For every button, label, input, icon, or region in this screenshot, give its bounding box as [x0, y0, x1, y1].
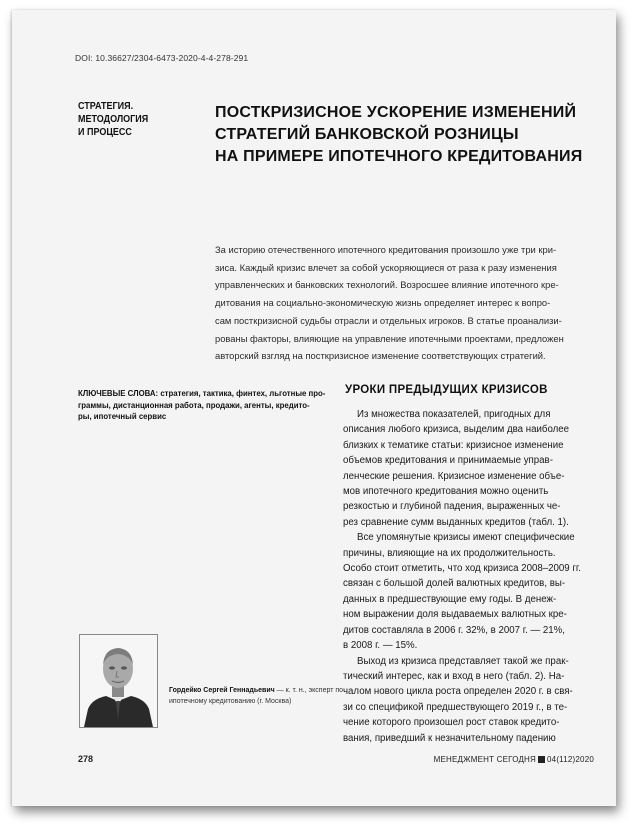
doi-line: DOI: 10.36627/2304-6473-2020-4-4-278-291 [75, 53, 249, 63]
author-name: Гордейко Сергей Геннадьевич [169, 687, 275, 694]
body-line: близких к тематике статьи: кризисное изменение [343, 439, 564, 451]
author-photo [79, 634, 158, 728]
page-number: 278 [78, 754, 94, 764]
body-line: Особо стоит отметить, что ход кризиса 2008–2009 гг. [343, 563, 581, 575]
body-line: тический интерес, как и вход в него (табл. 2). На- [343, 670, 565, 682]
body-line: вания, приведший к незначительному падению [343, 732, 556, 744]
body-line: ном выражении доля выдаваемых валютных кре- [343, 609, 567, 621]
abstract-line: авторский взгляд на посткризисное изменение соответствующих стратегий. [215, 350, 546, 362]
body-line: Из множества показателей, пригодных для [357, 409, 551, 420]
rubric-line: СТРАТЕГИЯ. [78, 101, 134, 112]
abstract-line: За историю отечественного ипотечного кредитования произошло уже три кри- [215, 244, 557, 255]
author-info [169, 685, 344, 707]
abstract-line: зиса. Каждый кризис влечет за собой ускоряющиеся от раза к разу изменения [215, 261, 557, 273]
abstract [215, 241, 589, 365]
journal-footer [434, 755, 594, 764]
body-line: рез сравнение сумм выданных кредитов (табл. 1). [343, 516, 569, 528]
abstract-line: сам посткризисной судьбы отрасли и отдельных игроков. В статье проанализи- [215, 314, 562, 326]
body-line: Все упомянутые кризисы имеют специфические [357, 532, 575, 544]
rubric-line: И ПРОЦЕСС [78, 127, 132, 138]
body-line: связан с большой долей валютных кредитов, вы- [343, 578, 566, 590]
author-desc-line2: ипотечному кредитованию (г. Москва) [169, 698, 292, 705]
journal-name: МЕНЕДЖМЕНТ СЕГОДНЯ [433, 755, 537, 764]
author-desc: — к. т. н., эксперт по [274, 687, 344, 694]
journal-page [12, 10, 616, 806]
body-line: чение которого произошел рост ставок кредито- [343, 717, 560, 729]
title-line: НА ПРИМЕРЕ ИПОТЕЧНОГО КРЕДИТОВАНИЯ [215, 148, 583, 165]
title-line: ПОСТКРИЗИСНОЕ УСКОРЕНИЕ ИЗМЕНЕНИЙ [215, 104, 577, 121]
rubric [78, 100, 186, 139]
body-line: Выход из кризиса представляет такой же прак- [357, 655, 569, 667]
body-line: объемов кредитования и принимаемые управ- [343, 455, 553, 467]
body-line: причины, влияющие на их продолжительность. [343, 547, 556, 559]
abstract-line: рованы факторы, влияющие на управление ипотечными проектами, предложен [215, 332, 564, 344]
body-line: в 2008 г. — 15%. [343, 640, 418, 652]
abstract-line: дитования на социально-экономическую жизнь определяет интерес к вопро- [215, 297, 551, 309]
title-line: СТРАТЕГИЙ БАНКОВСКОЙ РОЗНИЦЫ [215, 126, 519, 143]
body-text [343, 407, 595, 746]
rubric-line: МЕТОДОЛОГИЯ [78, 114, 149, 125]
body-line: дитов составляла в 2006 г. 32%, в 2007 г. — 21%, [343, 624, 565, 636]
journal-issue: 04(112)2020 [547, 755, 594, 764]
body-line: мов ипотечного кредитования можно оценить [343, 486, 549, 498]
article-title [215, 102, 595, 168]
body-line: данных в предшествующие ему годы. В денеж- [343, 593, 557, 605]
body-line: ленческие решения. Кризисное изменение объе- [343, 470, 565, 482]
square-separator-icon [538, 756, 545, 763]
keywords-line: КЛЮЧЕВЫЕ СЛОВА: стратегия, тактика, финтех, льготные про- [78, 388, 326, 398]
keywords [78, 388, 326, 423]
keywords-line: граммы, дистанционная работа, продажи, агенты, кредито- [78, 399, 310, 410]
body-line: зи со спецификой предшествующего 2019 г., в те- [343, 701, 568, 713]
body-line: резкостью и глубиной падения, выраженных че- [343, 501, 561, 513]
body-line: чалом нового цикла роста определен 2020 г. в свя- [343, 686, 573, 698]
author-portrait-image [80, 635, 157, 727]
keywords-line: ры, ипотечный сервис [78, 411, 167, 421]
abstract-line: управленческих и банковских технологий. Возросшее влияние ипотечного кре- [215, 279, 559, 291]
body-line: описания любого кризиса, выделим два наиболее [343, 424, 570, 436]
section-heading: УРОКИ ПРЕДЫДУЩИХ КРИЗИСОВ [345, 384, 548, 396]
